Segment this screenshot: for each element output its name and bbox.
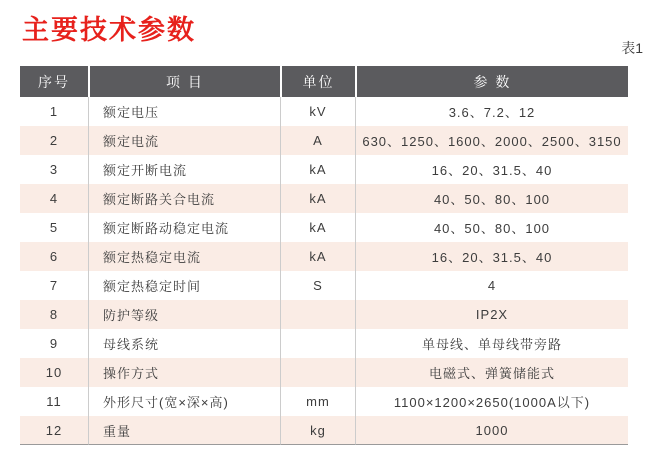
cell-unit <box>280 329 355 358</box>
cell-parameter-value: IP2X <box>355 300 628 329</box>
cell-item-name: 重量 <box>88 416 280 445</box>
table-row <box>20 213 628 242</box>
cell-item-name: 额定热稳定电流 <box>88 242 280 271</box>
table-row <box>20 358 628 387</box>
cell-item-name: 母线系统 <box>88 329 280 358</box>
cell-unit: A <box>280 126 355 155</box>
table-row <box>20 184 628 213</box>
col-header-unit: 单位 <box>280 66 355 97</box>
col-header-serial: 序号 <box>20 66 88 97</box>
page-title: 主要技术参数 <box>22 15 196 45</box>
cell-parameter-value: 16、20、31.5、40 <box>355 155 628 184</box>
cell-serial-number: 9 <box>20 329 88 358</box>
table-row <box>20 97 628 126</box>
cell-item-name: 额定电流 <box>88 126 280 155</box>
cell-serial-number: 10 <box>20 358 88 387</box>
cell-unit <box>280 300 355 329</box>
cell-unit: kA <box>280 242 355 271</box>
cell-parameter-value: 1000 <box>355 416 628 445</box>
cell-parameter-value: 3.6、7.2、12 <box>355 97 628 126</box>
cell-item-name: 额定开断电流 <box>88 155 280 184</box>
cell-serial-number: 2 <box>20 126 88 155</box>
cell-unit <box>280 358 355 387</box>
cell-serial-number: 3 <box>20 155 88 184</box>
cell-item-name: 额定热稳定时间 <box>88 271 280 300</box>
cell-parameter-value: 4 <box>355 271 628 300</box>
technical-parameters-table <box>20 66 628 445</box>
table-row <box>20 300 628 329</box>
cell-unit: mm <box>280 387 355 416</box>
cell-parameter-value: 40、50、80、100 <box>355 213 628 242</box>
table-row <box>20 387 628 416</box>
table-row <box>20 126 628 155</box>
cell-serial-number: 11 <box>20 387 88 416</box>
table-number-label: 表1 <box>621 40 643 56</box>
cell-unit: kg <box>280 416 355 445</box>
cell-unit: kA <box>280 155 355 184</box>
cell-serial-number: 1 <box>20 97 88 126</box>
cell-unit: kA <box>280 184 355 213</box>
table-row <box>20 271 628 300</box>
cell-item-name: 额定电压 <box>88 97 280 126</box>
cell-unit: kA <box>280 213 355 242</box>
table-row <box>20 416 628 445</box>
cell-serial-number: 6 <box>20 242 88 271</box>
table-row <box>20 155 628 184</box>
cell-serial-number: 7 <box>20 271 88 300</box>
cell-parameter-value: 1100×1200×2650(1000A以下) <box>355 387 628 416</box>
col-header-parameter: 参 数 <box>355 66 628 97</box>
cell-item-name: 额定断路动稳定电流 <box>88 213 280 242</box>
cell-item-name: 防护等级 <box>88 300 280 329</box>
cell-serial-number: 4 <box>20 184 88 213</box>
cell-item-name: 操作方式 <box>88 358 280 387</box>
cell-parameter-value: 40、50、80、100 <box>355 184 628 213</box>
cell-unit: kV <box>280 97 355 126</box>
table-row <box>20 242 628 271</box>
cell-item-name: 外形尺寸(宽×深×高) <box>88 387 280 416</box>
cell-parameter-value: 电磁式、弹簧储能式 <box>355 358 628 387</box>
cell-unit: S <box>280 271 355 300</box>
col-header-item: 项 目 <box>88 66 280 97</box>
cell-item-name: 额定断路关合电流 <box>88 184 280 213</box>
cell-serial-number: 8 <box>20 300 88 329</box>
table-header-row <box>20 66 628 97</box>
cell-parameter-value: 单母线、单母线带旁路 <box>355 329 628 358</box>
cell-serial-number: 5 <box>20 213 88 242</box>
table-row <box>20 329 628 358</box>
cell-parameter-value: 16、20、31.5、40 <box>355 242 628 271</box>
cell-serial-number: 12 <box>20 416 88 445</box>
cell-parameter-value: 630、1250、1600、2000、2500、3150 <box>355 126 628 155</box>
